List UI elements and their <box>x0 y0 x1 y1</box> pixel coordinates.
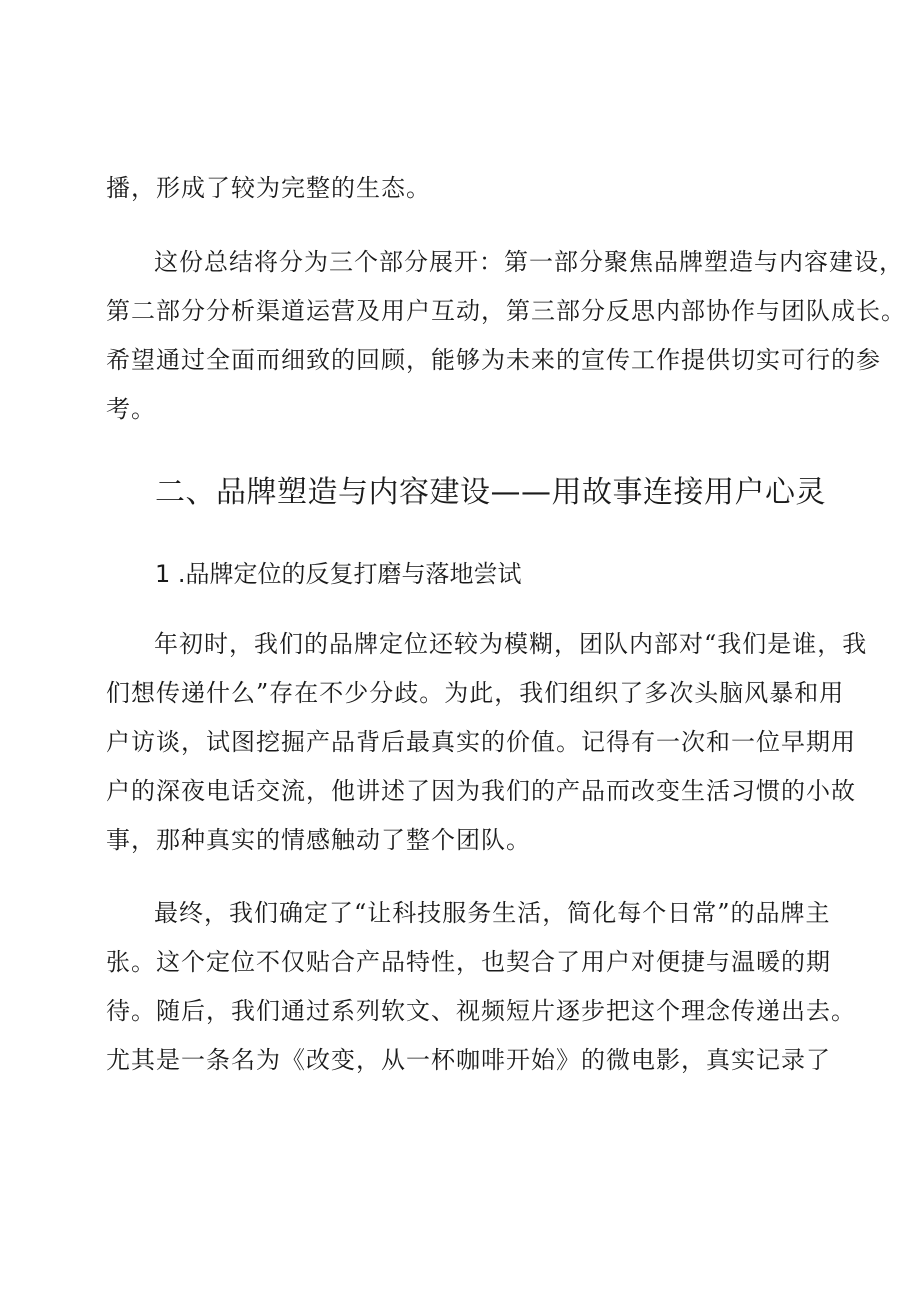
paragraph-line: 张。这个定位不仅贴合产品特性，也契合了用户对便捷与温暖的期 <box>106 948 831 976</box>
subsection-heading: 1 .品牌定位的反复打磨与落地尝试 <box>155 560 522 588</box>
paragraph-line: 考。 <box>106 395 156 423</box>
paragraph-line: 这份总结将分为三个部分展开：第一部分聚焦品牌塑造与内容建设， <box>154 248 904 276</box>
paragraph-line: 事，那种真实的情感触动了整个团队。 <box>106 826 531 854</box>
paragraph-line: 户的深夜电话交流，他讲述了因为我们的产品而改变生活习惯的小故 <box>106 777 856 805</box>
paragraph-line: 最终，我们确定了“让科技服务生活，简化每个日常”的品牌主 <box>154 899 831 927</box>
paragraph-line: 户访谈，试图挖掘产品背后最真实的价值。记得有一次和一位早期用 <box>106 728 856 756</box>
paragraph-line: 们想传递什么”存在不少分歧。为此，我们组织了多次头脑风暴和用 <box>106 679 845 707</box>
paragraph-line: 待。随后，我们通过系列软文、视频短片逐步把这个理念传递出去。 <box>106 997 856 1025</box>
paragraph-line: 希望通过全面而细致的回顾，能够为未来的宣传工作提供切实可行的参 <box>106 346 881 374</box>
paragraph-line: 尤其是一条名为《改变，从一杯咖啡开始》的微电影，真实记录了 <box>106 1046 831 1074</box>
paragraph-line: 第二部分分析渠道运营及用户互动，第三部分反思内部协作与团队成长。 <box>106 297 906 325</box>
section-heading: 二、品牌塑造与内容建设——用故事连接用户心灵 <box>155 475 826 510</box>
paragraph-line: 年初时，我们的品牌定位还较为模糊，团队内部对“我们是谁，我 <box>154 630 868 658</box>
paragraph-line: 播，形成了较为完整的生态。 <box>106 174 431 202</box>
